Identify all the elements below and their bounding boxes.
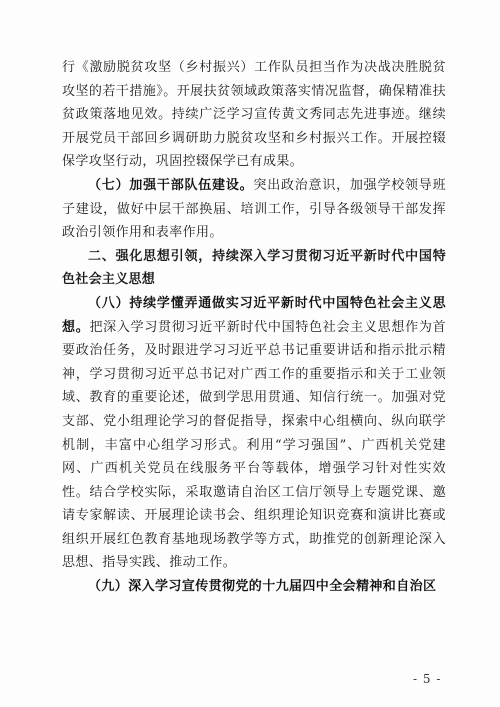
item-seven-body: 突出政治意识，加强学校领导班子建设，做好中层干部换届、培训工作，引导各级领导干部发挥政治引领作用和表率作用。 bbox=[62, 177, 446, 241]
item-seven-title: （七）加强干部队伍建设。 bbox=[88, 177, 254, 193]
item-eight-body: 把深入学习贯彻习近平新时代中国特色社会主义思想作为首要政治任务，及时跟进学习习近平总书记重要讲话和指示批示精神，学习贯彻习近平总书记对广西工作的重要指示和关于工业领域、教育的重要论述，做到学思用贯通、知信行统一。加强对党支部、党小组理论学习的督促指导，探索中心组横向、纵向联学机制，丰富中心组学习形式。利用“学习强国”、广西机关党建网、广西机关党员在线服务平台等载体，增强学习针对性实效性。结合学校实际，采取邀请自治区工信厅领导上专题党课、邀请专家解读、开展理论读书会、组织理论知识竞赛和演讲比赛或组织开展红色教育基地现场教学等方式，助推党的创新理论深入思想、指导实践、推动工作。 bbox=[62, 319, 446, 571]
paragraph-item-seven bbox=[62, 174, 446, 245]
paragraph-item-eight bbox=[62, 292, 446, 575]
paragraph-continuation: 行《激励脱贫攻坚（乡村振兴）工作队员担当作为决战决胜脱贫攻坚的若干措施》。开展扶贫领域政策落实情况监督，确保精准扶贫政策落地见效。持续广泛学习宣传黄文秀同志先进事迹。继续开展党员干部回乡调研助力脱贫攻坚和乡村振兴工作。开展控辍保学攻坚行动，巩固控辍保学已有成果。 bbox=[62, 60, 446, 170]
paragraph-item-nine-title: （九）深入学习宣传贯彻党的十九届四中全会精神和自治区 bbox=[88, 579, 437, 595]
item-eight-title: （八）持续学懂弄通做实习近平新时代中国特色社会主义思想。 bbox=[62, 295, 446, 335]
document-body bbox=[62, 56, 446, 599]
page-number: - 5 - bbox=[413, 672, 442, 686]
section-two-heading: 二、强化思想引领，持续深入学习贯彻习近平新时代中国特色社会主义思想 bbox=[62, 248, 446, 288]
